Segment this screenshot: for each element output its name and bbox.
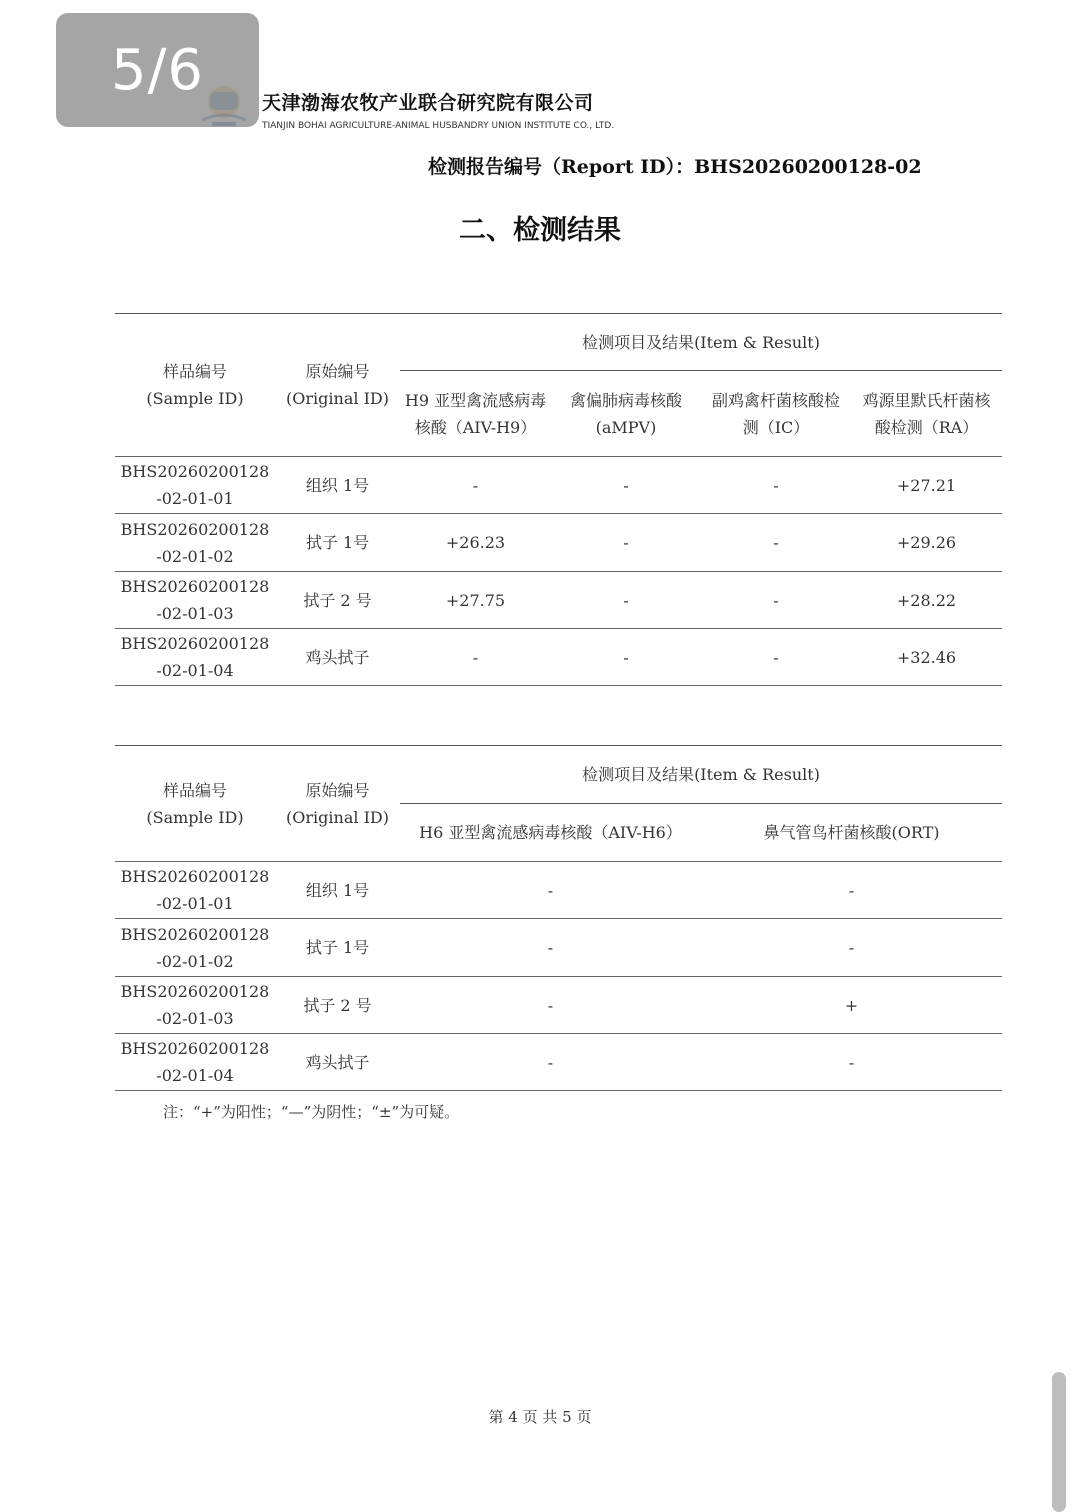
section-title: 二、检测结果 [459, 215, 621, 246]
item-aiv-h9: H9 亚型禽流感病毒核酸（AIV-H9） [400, 371, 551, 457]
table-row: BHS20260200128 -02-01-02 拭子 1号 +26.23 - - +29.26 [115, 514, 1002, 572]
table-row: BHS20260200128 -02-01-01 组织 1号 - - [115, 862, 1002, 919]
report-id: 检测报告编号（Report ID）：BHS20260200128-02 [428, 156, 922, 178]
page-footer: 第 4 页 共 5 页 [488, 1408, 592, 1426]
legend-note: 注：“+”为阳性；“—”为阴性；“±”为可疑。 [163, 1103, 460, 1121]
table-row: BHS20260200128 -02-01-02 拭子 1号 - - [115, 919, 1002, 977]
company-name-cn: 天津渤海农牧产业联合研究院有限公司 [262, 92, 594, 114]
header-original-id: 原始编号 (Original ID) [275, 746, 400, 862]
page-counter-badge: 5/6 [56, 13, 259, 127]
item-ra: 鸡源里默氏杆菌核酸检测（RA） [851, 371, 1002, 457]
company-name-en: TIANJIN BOHAI AGRICULTURE-ANIMAL HUSBANDRY UNION INSTITUTE CO., LTD. [262, 121, 615, 131]
table-row: BHS20260200128 -02-01-03 拭子 2 号 +27.75 - - +28.22 [115, 572, 1002, 629]
header-original-id: 原始编号 (Original ID) [275, 314, 400, 457]
item-ort: 鼻气管鸟杆菌核酸(ORT) [701, 804, 1002, 862]
header-sample-id: 样品编号 (Sample ID) [115, 746, 275, 862]
table-row: BHS20260200128 -02-01-01 组织 1号 - - - +27.21 [115, 457, 1002, 514]
results-table-2 [115, 745, 1002, 1091]
item-ampv: 禽偏肺病毒核酸(aMPV) [551, 371, 701, 457]
item-ic: 副鸡禽杆菌核酸检测（IC） [701, 371, 851, 457]
header-item-result: 检测项目及结果(Item & Result) [400, 746, 1002, 804]
header-sample-id: 样品编号 (Sample ID) [115, 314, 275, 457]
item-aiv-h6: H6 亚型禽流感病毒核酸（AIV-H6） [400, 804, 701, 862]
table-row: BHS20260200128 -02-01-03 拭子 2 号 - + [115, 977, 1002, 1034]
table-row: BHS20260200128 -02-01-04 鸡头拭子 - - - +32.46 [115, 629, 1002, 686]
header-item-result: 检测项目及结果(Item & Result) [400, 314, 1002, 371]
scrollbar-thumb[interactable] [1052, 1372, 1066, 1512]
table-row: BHS20260200128 -02-01-04 鸡头拭子 - - [115, 1034, 1002, 1091]
results-table-1 [115, 313, 1002, 686]
